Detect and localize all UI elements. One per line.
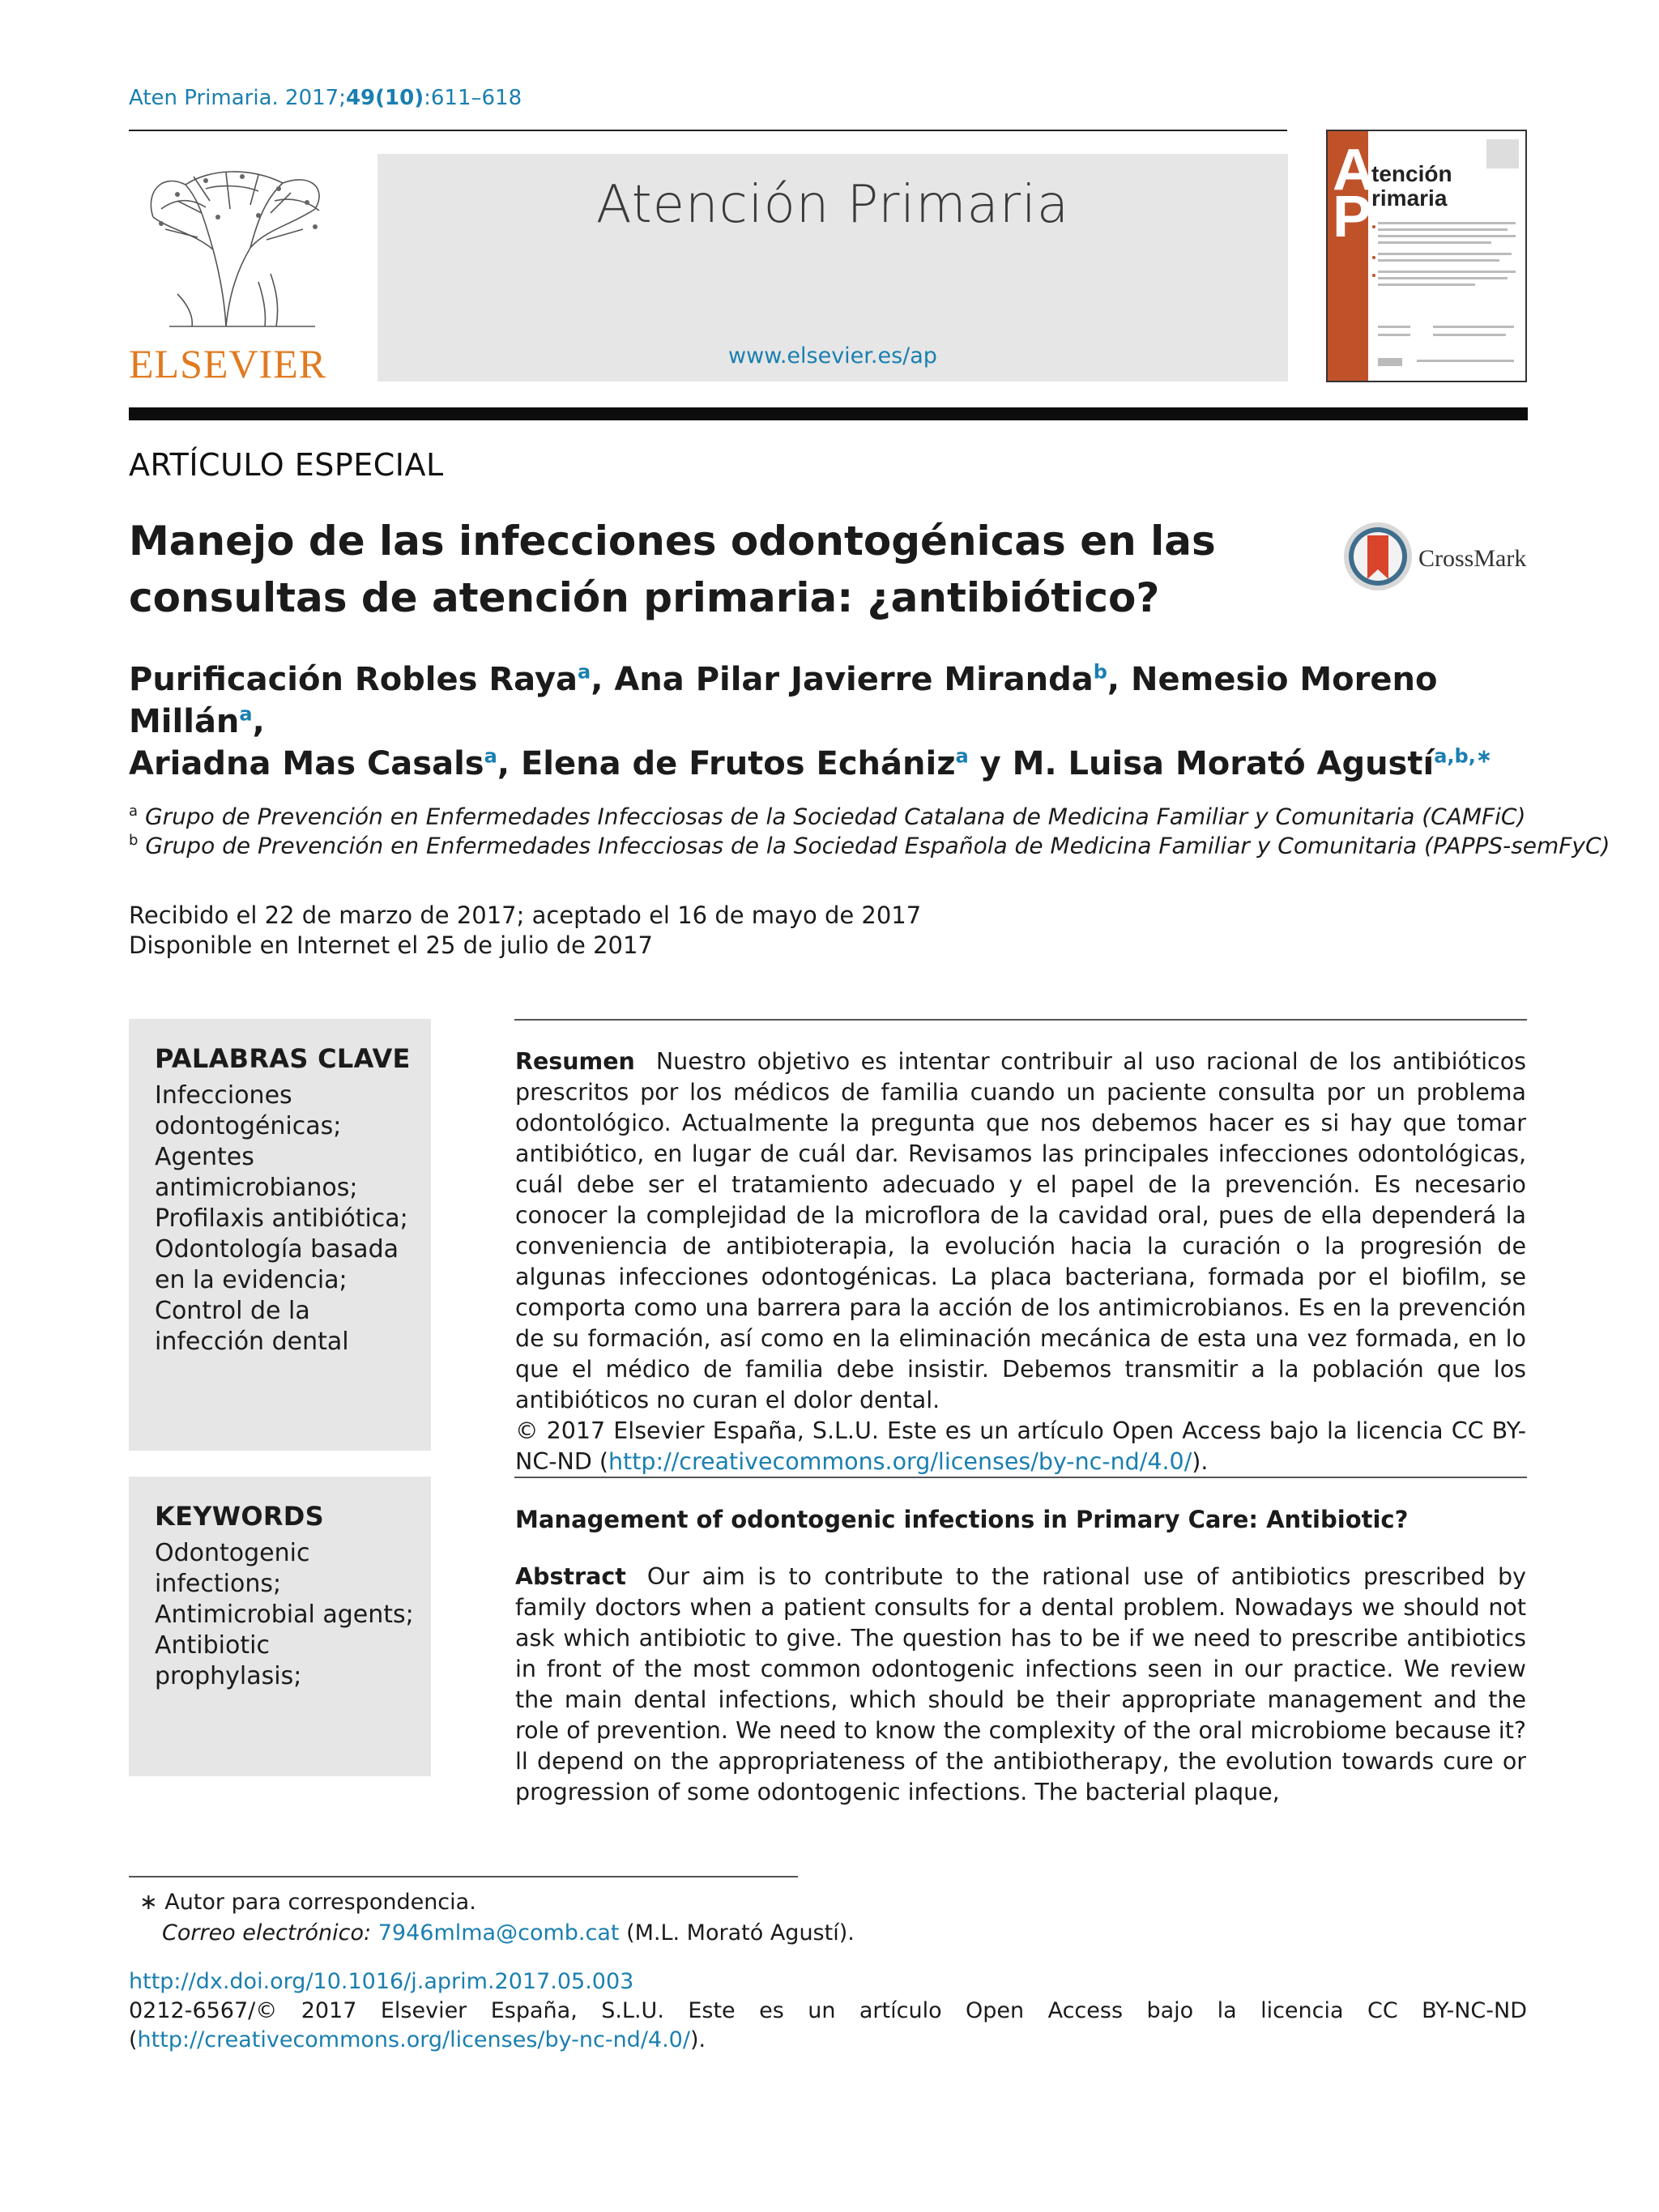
- author: Ana Pilar Javierre Miranda$^b$,: [614, 660, 1132, 698]
- journal-name: Atención Primaria: [595, 175, 1070, 235]
- keyword-line: Odontología basada: [155, 1235, 399, 1264]
- email-link[interactable]: 7946mlma@comb.cat: [377, 1920, 620, 1946]
- keyword-line: Antimicrobial agents;: [155, 1600, 414, 1629]
- journal-cover-thumbnail[interactable]: [1326, 130, 1527, 382]
- journal-url-link[interactable]: www.elsevier.es/ap: [728, 343, 937, 369]
- svg-text:P: P: [1333, 185, 1372, 249]
- svg-text:rimaria: rimaria: [1371, 185, 1448, 211]
- author: Ariadna Mas Casals$^a$,: [129, 744, 521, 782]
- elsevier-logo: [129, 152, 346, 384]
- footnote-rule: [129, 1876, 798, 1877]
- keyword-line: Control de la: [155, 1297, 310, 1325]
- abstract-paragraph: Abstract Our aim is to contribute to the rational use of antibiotics prescribed by family doctors when a patient consults for a dental problem. Nowadays we should not ask which antibiotic to give. The question has to be if we need to prescribe antibiotics in front of the most common odontogenic infections seen in our practice. We review the main dental infections, which should be their appropriate management and the role of prevention. We need to know the complexity of the oral microbiome because it?ll depend on the appropriateness of the antibiotherapy, the evolution towards cure or progression of some odontogenic infections. The bacterial plaque,: [515, 1563, 1526, 1805]
- author: Nemesio Moreno Millán$^a$,: [129, 661, 1438, 740]
- header-thick-rule: [129, 407, 1528, 420]
- svg-text:ELSEVIER: ELSEVIER: [129, 341, 327, 384]
- received-date: Recibido el 22 de marzo de 2017; aceptado el 16 de mayo de 2017: [129, 901, 922, 929]
- english-title: Management of odontogenic infections in Primary Care: Antibiotic?: [515, 1506, 1409, 1533]
- correspondence-note: ∗ Autor para correspondencia.: [139, 1890, 476, 1915]
- abstract-rule: [514, 1477, 1527, 1478]
- available-date: Disponible en Internet el 25 de julio de 2017: [129, 931, 653, 959]
- keyword-line: en la evidencia;: [155, 1266, 348, 1294]
- keyword-line: odontogénicas;: [155, 1112, 342, 1140]
- keyword-line: Agentes: [155, 1143, 254, 1171]
- keyword-line: Profilaxis antibiótica;: [155, 1204, 408, 1233]
- affiliation-b: $^b$ Grupo de Prevención en Enfermedades Infecciosas de la Sociedad Española de Medicina Familiar y Comunitaria (PAPPS-semFyC): [129, 832, 1610, 859]
- resumen-paragraph: Resumen Nuestro objetivo es intentar contribuir al uso racional de los antibióticos prescritos por los médicos de familia cuando un paciente consulta por un problema odontológico. Actualmente la pregunta que nos debemos hacer es si hay que tomar antibiótico, en lugar de cuál dar. Revisamos las principales infecciones odontológicas, cuál debe ser el tratamiento adecuado y el papel de la prevención. Es necesario conocer la complejidad de la microflora de la cavidad oral, pues de ella dependerá la conveniencia de antibioterapia, la evolución hacia la curación o la progresión de algunas infecciones odontogénicas. La placa bacteriana, formada por el biofilm, se comporta como una barrera para la acción de los antimicrobianos. Es en la prevención de su formación, así como en la eliminación mecánica de esta una vez formada, en lo que el médico de familia debe insistir. Debemos transmitir a la población que los antibióticos no curan el dolor dental. © 2017 Elsevier España, S.L.U. Este es un artículo Open Access bajo la licencia CC BY-NC-ND (http://creativecommons.org/licenses/by-nc-nd/4.0/).: [515, 1048, 1526, 1475]
- abstract-label: Abstract: [515, 1563, 626, 1590]
- footer-license-link[interactable]: http://creativecommons.org/licenses/by-nc-nd/4.0/: [137, 2027, 690, 2052]
- author: M. Luisa Morató Agustí$^{a,b,∗}$: [1012, 744, 1492, 782]
- keyword-line: Odontogenic: [155, 1539, 310, 1567]
- doi-link[interactable]: http://dx.doi.org/10.1016/j.aprim.2017.05.003: [129, 1969, 634, 1994]
- keywords-heading: KEYWORDS: [155, 1501, 324, 1532]
- author: Purificación Robles Raya$^a$,: [129, 660, 615, 698]
- journal-banner: [377, 154, 1288, 381]
- affiliation-a: $^a$ Grupo de Prevención en Enfermedades Infecciosas de la Sociedad Catalana de Medicina Familiar y Comunitaria (CAMFiC): [129, 803, 1526, 830]
- license-footer: 0212-6567/© 2017 Elsevier España, S.L.U. Este es un artículo Open Access bajo la licencia CC BY-NC-ND (http://creativecommons.org/licenses/by-nc-nd/4.0/).: [129, 1998, 1527, 2052]
- journal-citation[interactable]: Aten Primaria. 2017;49(10):611–618: [129, 86, 522, 110]
- svg-text:tención: tención: [1371, 161, 1452, 186]
- keyword-line: infección dental: [155, 1328, 349, 1356]
- license-link[interactable]: http://creativecommons.org/licenses/by-nc-nd/4.0/: [608, 1448, 1192, 1475]
- elsevier-tree-icon: [129, 152, 346, 384]
- header-rule: [129, 130, 1287, 131]
- crossmark-badge[interactable]: [1342, 518, 1530, 595]
- keywords-box-es: [129, 1019, 431, 1451]
- article-title: Manejo de las infecciones odontogénicas en las consultas de atención primaria: ¿antibiótico?: [129, 518, 1216, 621]
- keyword-line: Antibiotic: [155, 1631, 270, 1660]
- author: Elena de Frutos Echániz$^a$ y: [520, 744, 1013, 782]
- cover-image-icon: [1328, 131, 1525, 381]
- copyright-text: © 2017 Elsevier España, S.L.U. Este es un artículo Open Access bajo la licencia CC BY-NC-ND: [515, 1417, 1526, 1475]
- keywords-box-en: [129, 1477, 431, 1776]
- abstract-rule: [514, 1019, 1527, 1021]
- email-note: Correo electrónico: 7946mlma@comb.cat (M.L. Morató Agustí).: [162, 1920, 855, 1946]
- keywords-heading: PALABRAS CLAVE: [155, 1043, 411, 1074]
- author-list: [129, 658, 1522, 785]
- resumen-label: Resumen: [515, 1048, 635, 1075]
- svg-text:CrossMark: CrossMark: [1418, 545, 1527, 572]
- section-label: ARTÍCULO ESPECIAL: [129, 447, 444, 483]
- keyword-line: Infecciones: [155, 1081, 292, 1110]
- crossmark-icon: [1342, 518, 1530, 595]
- keyword-line: antimicrobianos;: [155, 1174, 358, 1202]
- svg-text:A: A: [1333, 138, 1375, 202]
- keyword-line: prophylasis;: [155, 1662, 302, 1690]
- keyword-line: infections;: [155, 1570, 282, 1598]
